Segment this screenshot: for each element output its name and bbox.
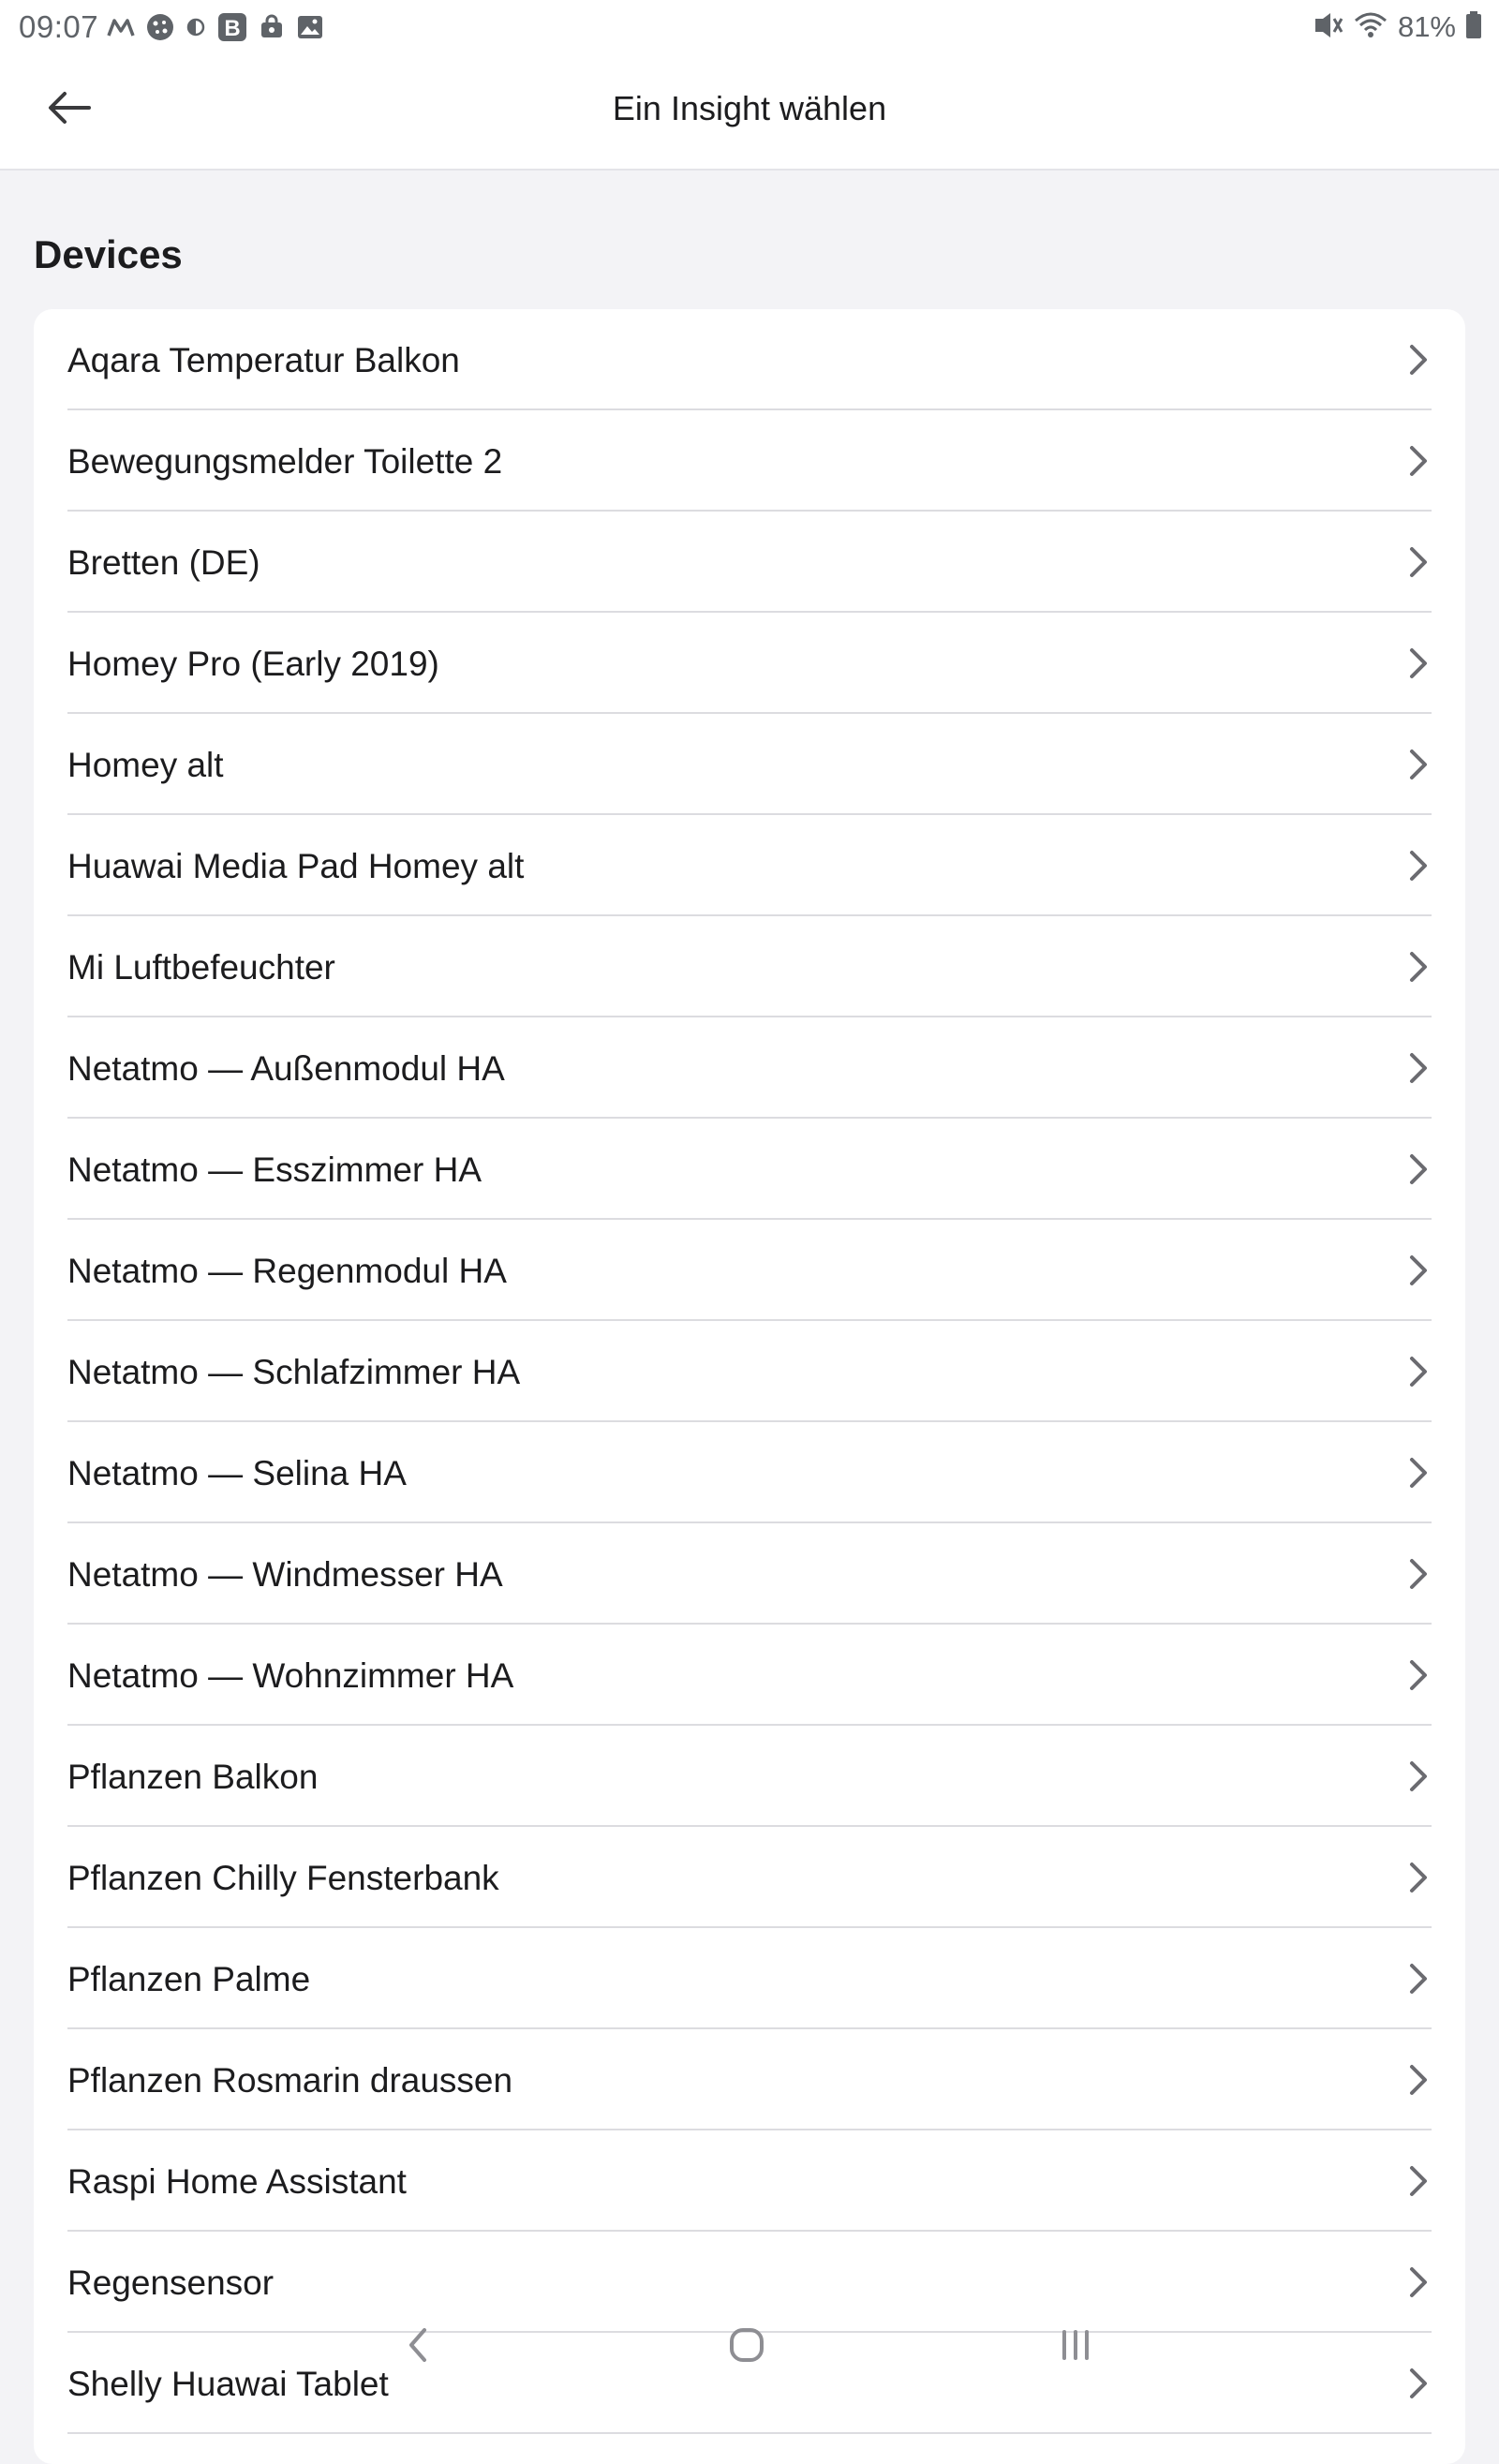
list-item-label: Netatmo — Schlafzimmer HA: [67, 1353, 521, 1391]
chevron-right-icon: [1407, 847, 1430, 884]
list-item-label: Regensensor: [67, 2264, 275, 2302]
list-item-label: Netatmo — Esszimmer HA: [67, 1150, 482, 1189]
chevron-right-icon: [1407, 2162, 1430, 2200]
list-item[interactable]: [34, 1928, 1465, 2029]
chevron-right-icon: [1407, 1049, 1430, 1087]
svg-text:B: B: [224, 16, 241, 41]
list-item[interactable]: [34, 1220, 1465, 1321]
list-item[interactable]: [34, 1625, 1465, 1726]
nav-back-icon: [406, 2326, 428, 2368]
list-item[interactable]: [34, 815, 1465, 916]
gmail-m-icon: [107, 17, 135, 37]
list-item[interactable]: [34, 1827, 1465, 1928]
list-item-label: Netatmo — Selina HA: [67, 1454, 407, 1492]
list-item-label: Shelly Huawai Tablet: [67, 2365, 389, 2403]
chevron-right-icon: [1407, 1252, 1430, 1289]
list-item[interactable]: [34, 2029, 1465, 2130]
list-item-label: Raspi Home Assistant: [67, 2162, 407, 2201]
chevron-right-icon: [1407, 1656, 1430, 1694]
chevron-right-icon: [1407, 1859, 1430, 1896]
half-circle-icon: [186, 17, 206, 37]
image-icon: [296, 14, 324, 40]
chevron-right-icon: [1407, 2365, 1430, 2402]
system-status: [1312, 9, 1482, 45]
app-header: [0, 54, 1499, 171]
chevron-right-icon: [1407, 1353, 1430, 1390]
list-item-label: Netatmo — Windmesser HA: [67, 1555, 503, 1594]
devices-list: [34, 309, 1465, 2434]
chevron-right-icon: [1407, 2264, 1430, 2301]
battery-percent: 81%: [1397, 10, 1456, 43]
battery-icon: [1465, 11, 1482, 44]
nav-home-button[interactable]: [709, 2314, 784, 2380]
list-item[interactable]: [34, 2130, 1465, 2232]
devices-card: [34, 309, 1465, 2464]
list-item-label: Mi Luftbefeuchter: [67, 948, 335, 987]
vibrate-icon: [1312, 11, 1343, 44]
chevron-right-icon: [1407, 1758, 1430, 1795]
chevron-right-icon: [1407, 746, 1430, 783]
status-time: 09:07: [19, 9, 99, 44]
nav-recents-icon: [1057, 2326, 1094, 2368]
nav-home-icon: [728, 2326, 765, 2368]
list-item[interactable]: [34, 1017, 1465, 1119]
list-item[interactable]: [34, 714, 1465, 815]
list-item[interactable]: [34, 1726, 1465, 1827]
list-item-label: Pflanzen Rosmarin draussen: [67, 2061, 513, 2100]
list-item[interactable]: [34, 309, 1465, 410]
list-item-label: Aqara Temperatur Balkon: [67, 341, 460, 379]
chevron-right-icon: [1407, 645, 1430, 682]
nav-back-button[interactable]: [379, 2314, 454, 2380]
list-item[interactable]: [34, 1119, 1465, 1220]
chevron-right-icon: [1407, 341, 1430, 379]
cookie-icon: [146, 13, 174, 41]
list-item-label: Homey alt: [67, 746, 224, 784]
list-item[interactable]: [34, 1523, 1465, 1625]
b-app-icon: [217, 12, 247, 42]
chevron-right-icon: [1407, 1150, 1430, 1188]
list-item-label: Bretten (DE): [67, 543, 260, 582]
list-item[interactable]: [34, 512, 1465, 613]
notification-icons: [107, 9, 324, 45]
chevron-right-icon: [1407, 948, 1430, 986]
list-item[interactable]: [34, 613, 1465, 714]
shopping-bag-icon: [259, 14, 285, 40]
list-item[interactable]: [34, 1321, 1465, 1422]
section-title-devices: Devices: [34, 232, 183, 276]
chevron-right-icon: [1407, 543, 1430, 581]
list-item-label: Netatmo — Außenmodul HA: [67, 1049, 505, 1088]
chevron-right-icon: [1407, 2061, 1430, 2099]
list-item-label: Homey Pro (Early 2019): [67, 645, 439, 683]
wifi-icon: [1353, 11, 1388, 44]
chevron-right-icon: [1407, 1454, 1430, 1492]
list-item[interactable]: [34, 410, 1465, 512]
chevron-right-icon: [1407, 1960, 1430, 1997]
list-item-label: Pflanzen Chilly Fensterbank: [67, 1859, 499, 1897]
nav-recents-button[interactable]: [1038, 2314, 1113, 2380]
status-bar: [0, 0, 1499, 54]
list-item-label: Bewegungsmelder Toilette 2: [67, 442, 503, 481]
list-item[interactable]: [34, 1422, 1465, 1523]
page-title: Ein Insight wählen: [612, 89, 887, 127]
list-item-label: Netatmo — Regenmodul HA: [67, 1252, 507, 1290]
list-item-label: Netatmo — Wohnzimmer HA: [67, 1656, 514, 1695]
list-item-label: Huawai Media Pad Homey alt: [67, 847, 525, 885]
chevron-right-icon: [1407, 1555, 1430, 1593]
list-item-label: Pflanzen Palme: [67, 1960, 311, 1998]
list-item-label: Pflanzen Balkon: [67, 1758, 319, 1796]
chevron-right-icon: [1407, 442, 1430, 480]
list-item[interactable]: [34, 916, 1465, 1017]
